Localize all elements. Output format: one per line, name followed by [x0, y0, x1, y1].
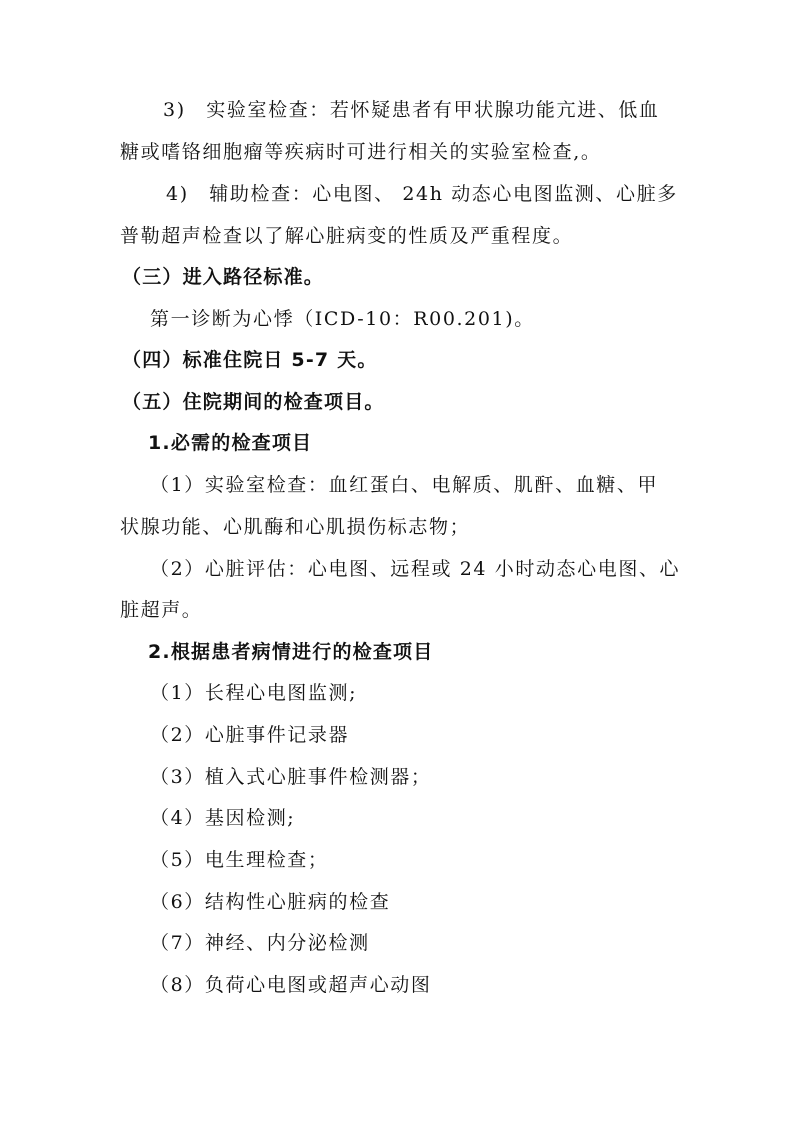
subsection-1-heading: 1.必需的检查项目	[148, 432, 313, 454]
subsection-2-heading: 2.根据患者病情进行的检查项目	[148, 641, 434, 663]
section-5-heading: （五）住院期间的检查项目。	[122, 391, 385, 413]
section-4-heading: （四）标准住院日 5-7 天。	[122, 349, 378, 371]
paragraph-3-line-1: 3) 实验室检查：若怀疑患者有甲状腺功能亢进、低血	[163, 99, 660, 121]
paragraph-4-line-1: 4) 辅助检查：心电图、 24h 动态心电图监测、心脏多	[166, 183, 678, 205]
required-item-2-line-1: （2）心脏评估：心电图、远程或 24 小时动态心电图、心	[150, 558, 681, 580]
required-item-2-line-2: 脏超声。	[120, 599, 203, 621]
optional-item: （8）负荷心电图或超声心动图	[150, 974, 432, 996]
optional-item: （1）长程心电图监测;	[150, 682, 358, 704]
paragraph-3-line-2: 糖或嗜铬细胞瘤等疾病时可进行相关的实验室检查,。	[120, 141, 602, 163]
section-3-heading: （三）进入路径标准。	[122, 266, 325, 288]
section-3-body: 第一诊断为心悸（ICD-10：R00.201)。	[150, 308, 535, 330]
required-item-1-line-1: （1）实验室检查：血红蛋白、电解质、肌酐、血糖、甲	[150, 474, 659, 496]
optional-item: （7）神经、内分泌检测	[150, 932, 370, 954]
paragraph-4-line-2: 普勒超声检查以了解心脏病变的性质及严重程度。	[120, 225, 574, 247]
required-item-1-line-2: 状腺功能、心肌酶和心肌损伤标志物；	[120, 516, 471, 538]
optional-item: （2）心脏事件记录器	[150, 724, 350, 746]
optional-item: （4）基因检测;	[150, 807, 296, 829]
optional-item: （3）植入式心脏事件检测器；	[150, 766, 432, 788]
optional-item: （5）电生理检查；	[150, 849, 329, 871]
optional-item: （6）结构性心脏病的检查	[150, 891, 391, 913]
